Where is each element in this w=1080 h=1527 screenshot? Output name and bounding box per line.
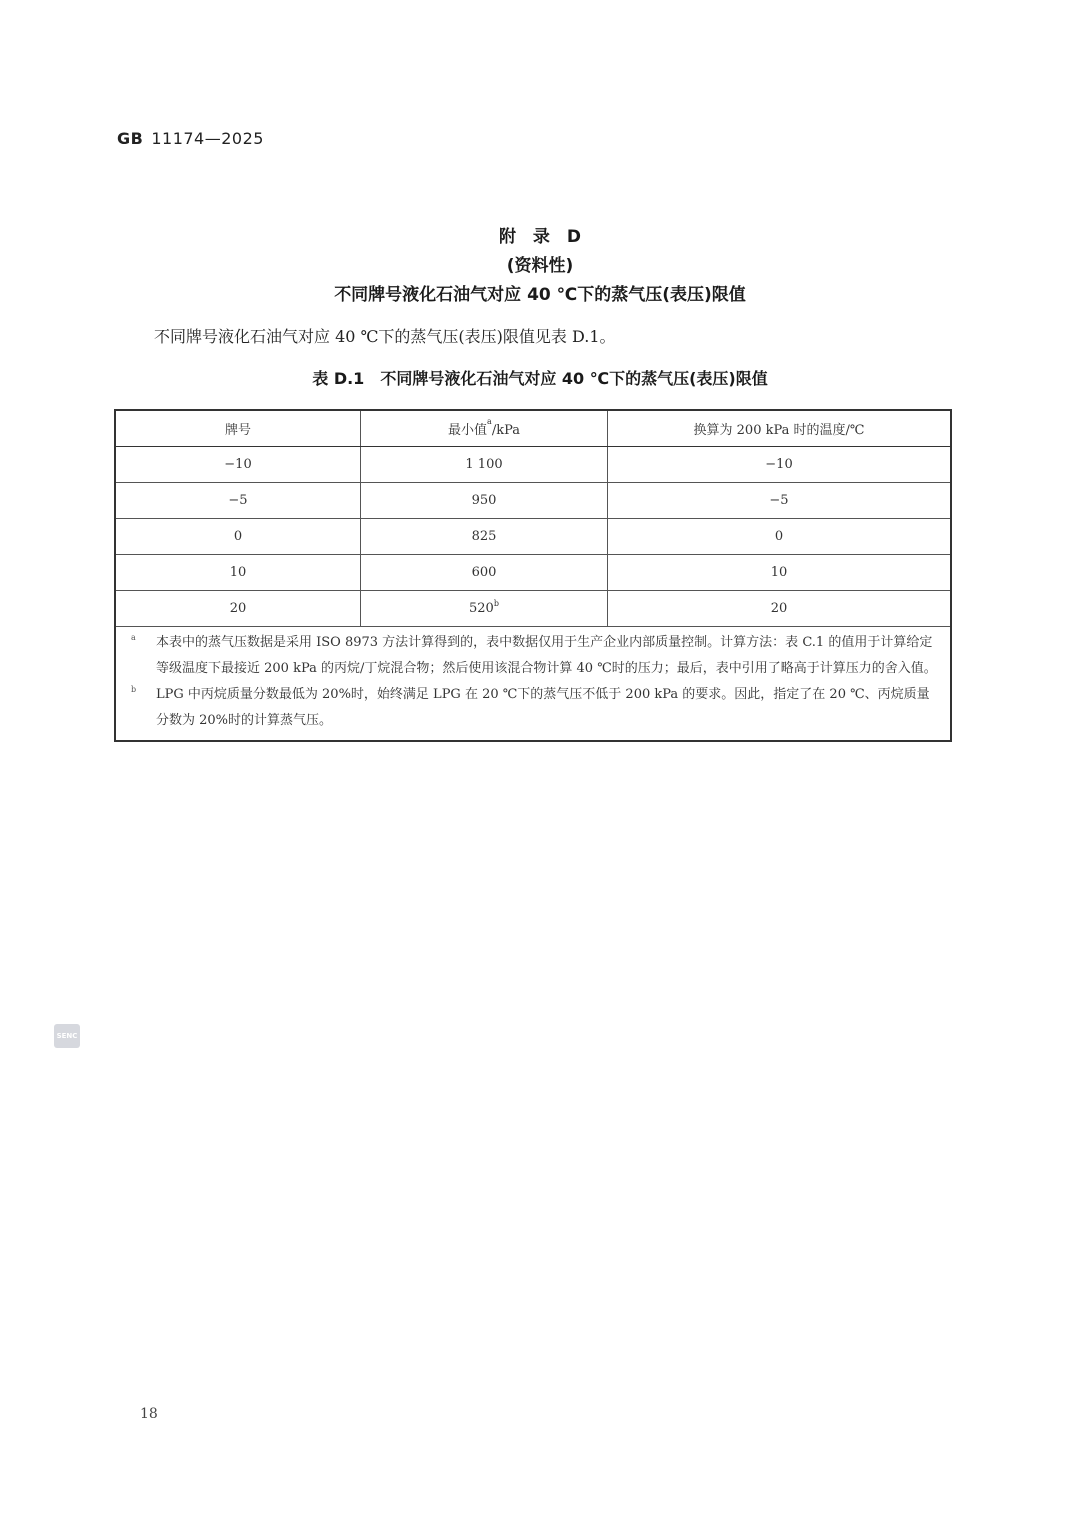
cell-min-value	[361, 519, 608, 555]
note-mark: a	[131, 633, 136, 642]
header-min-label: 最小值	[448, 423, 488, 438]
table-header-row	[115, 410, 951, 447]
cell-temperature: −10	[608, 447, 952, 483]
min-value-text: 825	[471, 529, 497, 544]
table-row	[115, 483, 951, 519]
cell-grade: −10	[115, 447, 361, 483]
cell-temperature: −5	[608, 483, 952, 519]
standard-prefix: GB	[117, 129, 144, 148]
note-mark: b	[131, 685, 137, 694]
table-note-b	[131, 682, 940, 734]
header-min-value	[361, 410, 608, 447]
page-number: 18	[140, 1406, 158, 1422]
min-value-text: 520	[469, 601, 494, 616]
table-row	[115, 519, 951, 555]
cell-grade: 20	[115, 591, 361, 627]
cell-temperature: 0	[608, 519, 952, 555]
cell-temperature: 10	[608, 555, 952, 591]
table-notes	[115, 627, 951, 742]
note-text: 本表中的蒸气压数据是采用 ISO 8973 方法计算得到的，表中数据仅用于生产企业内部质量控制。计算方法：表 C.1 的值用于计算给定等级温度下最接近 200 kPa 的丙烷/丁烷混合物；然后使用该混合物计算 40 ℃时的压力；最后，表中引用了略高于计算压力的舍入值。	[156, 635, 937, 676]
standard-number: 11174—2025	[151, 129, 264, 148]
table-notes-row	[115, 627, 951, 742]
cell-grade: 10	[115, 555, 361, 591]
table-row	[115, 591, 951, 627]
vapor-pressure-table	[114, 409, 952, 742]
cell-min-value	[361, 555, 608, 591]
table-note-a	[131, 630, 940, 682]
cell-min-value	[361, 591, 608, 627]
cell-min-value	[361, 447, 608, 483]
header-min-unit: /kPa	[491, 423, 520, 438]
note-text: LPG 中丙烷质量分数最低为 20%时，始终满足 LPG 在 20 ℃下的蒸气压不低于 200 kPa 的要求。因此，指定了在 20 ℃、丙烷质量分数为 20%时的计算蒸气压。	[156, 687, 930, 728]
cell-grade: −5	[115, 483, 361, 519]
table-caption: 表 D.1 不同牌号液化石油气对应 40 ℃下的蒸气压(表压)限值	[312, 369, 768, 388]
footnote-mark-b: b	[493, 599, 499, 608]
standard-code	[117, 129, 264, 148]
cell-temperature: 20	[608, 591, 952, 627]
cell-min-value	[361, 483, 608, 519]
annex-title: 附 录 D	[498, 227, 582, 247]
watermark-logo	[54, 1024, 80, 1048]
table-row	[115, 555, 951, 591]
annex-heading: 不同牌号液化石油气对应 40 ℃下的蒸气压(表压)限值	[334, 285, 746, 305]
min-value-text: 950	[471, 493, 497, 508]
footnote-mark-a: a	[487, 417, 492, 426]
header-grade: 牌号	[115, 410, 361, 447]
annex-type: (资料性)	[506, 256, 574, 276]
watermark-text: SENC	[56, 1032, 78, 1040]
cell-grade: 0	[115, 519, 361, 555]
intro-paragraph: 不同牌号液化石油气对应 40 ℃下的蒸气压(表压)限值见表 D.1。	[154, 327, 616, 346]
header-temperature: 换算为 200 kPa 时的温度/℃	[608, 410, 952, 447]
table-row	[115, 447, 951, 483]
min-value-text: 600	[471, 565, 497, 580]
min-value-text: 1 100	[465, 457, 503, 472]
